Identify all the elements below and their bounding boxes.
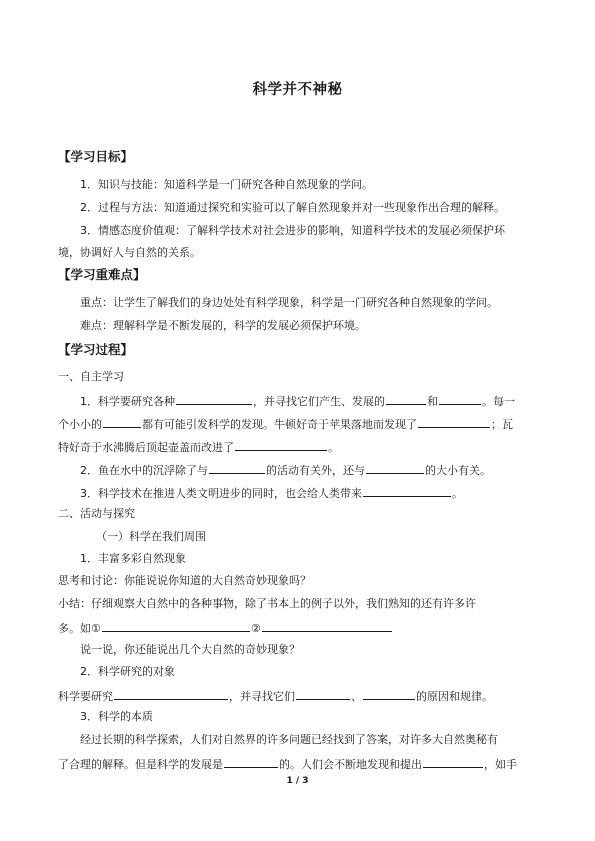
- q1-text: 1．科学要研究各种: [80, 395, 175, 408]
- part2-title: 二、活动与探究: [58, 507, 135, 520]
- answer-blank[interactable]: [103, 416, 141, 428]
- answer-blank[interactable]: [439, 393, 481, 405]
- part1-title: 一、自主学习: [58, 370, 124, 383]
- item2-title: 2．科学研究的对象: [80, 665, 175, 678]
- essence-text: 的。人们会不断地发现和提出: [279, 758, 422, 771]
- research-line: [58, 688, 493, 704]
- answer-blank[interactable]: [262, 620, 392, 632]
- answer-blank[interactable]: [363, 688, 415, 700]
- answer-blank[interactable]: [209, 462, 265, 474]
- question-1-line-1: [80, 393, 515, 409]
- say-prompt: 说一说，你还能说出几个大自然的奇妙现象？: [80, 643, 300, 656]
- item3-title: 3．科学的本质: [80, 710, 153, 723]
- page-title: 科学并不神秘: [252, 82, 343, 98]
- question-3: [80, 485, 463, 501]
- question-2: [80, 462, 491, 478]
- sub1-title: （一）科学在我们周围: [96, 530, 206, 543]
- research-text: 、: [351, 690, 362, 703]
- page-number: 1 / 3: [286, 776, 309, 786]
- process-heading: 【学习过程】: [58, 342, 134, 357]
- answer-blank[interactable]: [296, 688, 350, 700]
- q1-text: ，并寻找它们产生、发展的: [253, 395, 385, 408]
- key-points-heading: 【学习重难点】: [58, 267, 146, 282]
- answer-blank[interactable]: [176, 393, 252, 405]
- discussion-prompt: 思考和讨论：你能说说你知道的大自然奇妙现象吗？: [58, 574, 311, 587]
- research-text: ，并寻找它们: [229, 690, 295, 703]
- essence-line-2: [58, 756, 517, 772]
- question-1-line-3: [58, 439, 339, 455]
- goals-heading: 【学习目标】: [58, 149, 134, 164]
- goal-line: 境，协调好人与自然的关系。: [58, 246, 201, 259]
- q3-text: 。: [452, 487, 463, 500]
- goal-line: 2．过程与方法：知道通过探究和实验可以了解自然现象并对一些现象作出合理的解释。: [80, 201, 505, 214]
- item1-title: 1．丰富多彩自然现象: [80, 552, 186, 565]
- q1-text: 特好奇于水沸腾后顶起壶盖而改进了: [58, 441, 234, 454]
- answer-blank[interactable]: [386, 393, 426, 405]
- key-point-line: 难点：理解科学是不断发展的，科学的发展必须保护环境。: [80, 319, 366, 332]
- q1-text: 个小小的: [58, 418, 102, 431]
- summary-line-2: [58, 620, 393, 636]
- goal-line: 1．知识与技能：知道科学是一门研究各种自然现象的学问。: [80, 178, 373, 191]
- answer-blank[interactable]: [102, 620, 250, 632]
- q1-text: 都有可能引发科学的发现。牛顿好奇于苹果落地而发现了: [142, 418, 417, 431]
- q2-text: 2．鱼在水中的沉浮除了与: [80, 464, 208, 477]
- answer-blank[interactable]: [114, 688, 228, 700]
- summary-text: ②: [250, 622, 261, 635]
- q1-text: ；瓦: [491, 418, 513, 431]
- summary-line-1: 小结：仔细观察大自然中的各种事物，除了书本上的例子以外，我们熟知的还有许多许: [58, 597, 476, 610]
- q1-text: 。每一: [482, 395, 515, 408]
- essence-line-1: 经过长期的科学探索，人们对自然界的许多问题已经找到了答案，对许多大自然奥秘有: [80, 733, 498, 746]
- summary-text: 多。如①: [58, 622, 101, 635]
- key-point-line: 重点：让学生了解我们的身边处处有科学现象，科学是一门研究各种自然现象的学问。: [80, 296, 498, 309]
- q2-text: 的大小有关。: [425, 464, 491, 477]
- answer-blank[interactable]: [224, 756, 278, 768]
- q3-text: 3．科学技术在推进人类文明进步的同时，也会给人类带来: [80, 487, 362, 500]
- answer-blank[interactable]: [363, 485, 451, 497]
- answer-blank[interactable]: [366, 462, 424, 474]
- essence-text: 了合理的解释。但是科学的发展是: [58, 758, 223, 771]
- answer-blank[interactable]: [235, 439, 327, 451]
- q1-text: 。: [328, 441, 339, 454]
- research-text: 的原因和规律。: [416, 690, 493, 703]
- question-1-line-2: [58, 416, 513, 432]
- q2-text: 的活动有关外，还与: [266, 464, 365, 477]
- answer-blank[interactable]: [418, 416, 490, 428]
- answer-blank[interactable]: [423, 756, 483, 768]
- q1-text: 和: [427, 395, 438, 408]
- goal-line: 3．情感态度价值观：了解科学技术对社会进步的影响，知道科学技术的发展必须保护环: [80, 224, 505, 237]
- research-text: 科学要研究: [58, 690, 113, 703]
- essence-text: ，如手: [484, 758, 517, 771]
